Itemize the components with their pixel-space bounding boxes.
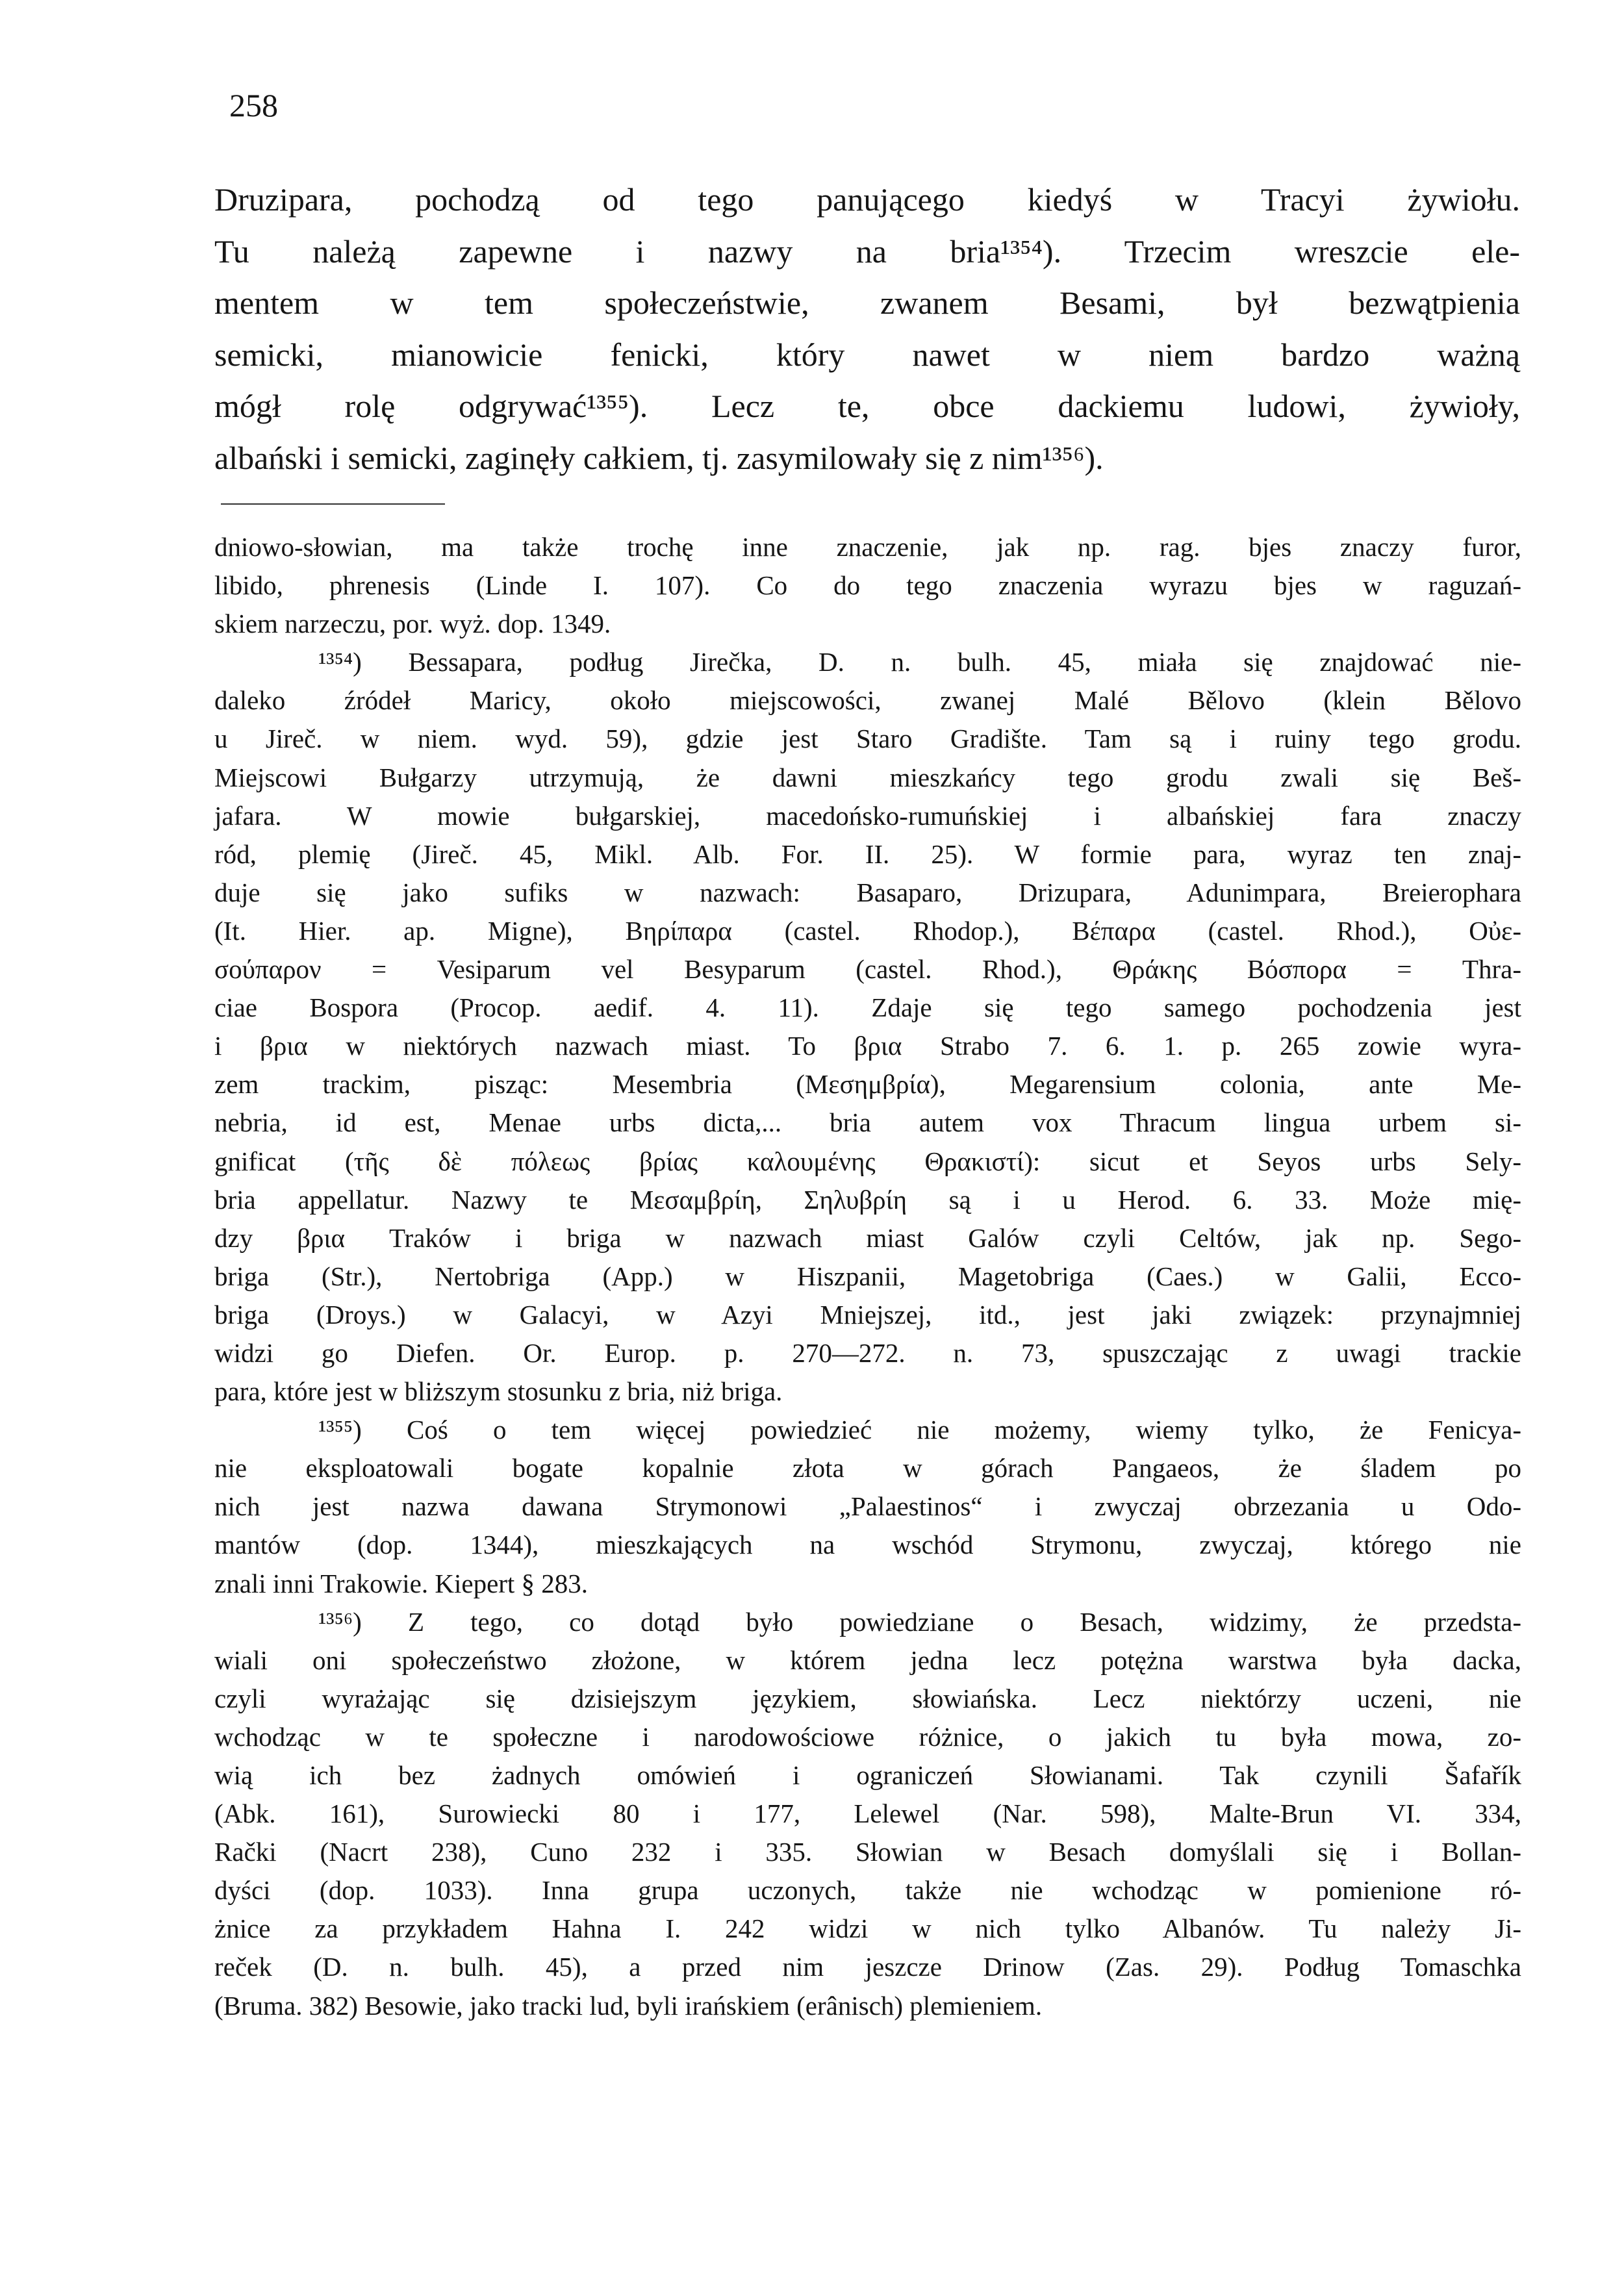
footnote-line: mantów (dop. 1344), mieszkających na wschód Strymonu, zwyczaj, którego nie: [214, 1530, 1521, 1560]
footnote-line: wchodząc w te społeczne i narodowościowe różnice, o jakich tu była mowa, zo-: [214, 1721, 1521, 1752]
footnote-line: u Jireč. w niem. wyd. 59), gdzie jest Staro Gradište. Tam są i ruiny tego grodu.: [214, 724, 1521, 754]
footnote-line: dyści (dop. 1033). Inna grupa uczonych, także nie wchodząc w pomienione ró-: [214, 1875, 1521, 1906]
footnote-line: gnificat (τῆς δὲ πόλεως βρίας καλουμένης Θρακιστί): sicut et Seyos urbs Sely-: [214, 1146, 1521, 1176]
footnote-line: jafara. W mowie bułgarskiej, macedońsko-rumuńskiej i albańskiej fara znaczy: [214, 800, 1521, 831]
body-line: Druzipara, pochodzą od tego panującego kiedyś w Tracyi żywiołu.: [214, 181, 1520, 218]
body-line: semicki, mianowicie fenicki, który nawet w niem bardzo ważną: [214, 336, 1520, 373]
footnote-line: bria appellatur. Nazwy te Μεσαμβρίη, Σηλυβρίη są i u Herod. 6. 33. Może mię-: [214, 1184, 1521, 1215]
footnote-line: σούπαρον = Vesiparum vel Besyparum (castel. Rhod.), Θράκης Βόσπορα = Thra-: [214, 954, 1521, 985]
footnote-line: reček (D. n. bulh. 45), a przed nim jeszcze Drinow (Zas. 29). Podług Tomaschka: [214, 1952, 1521, 1982]
body-line: Tu należą zapewne i nazwy na bria¹³⁵⁴). Trzecim wreszcie ele-: [214, 233, 1520, 270]
footnote-line: wią ich bez żadnych omówień i ograniczeń Słowianami. Tak czynili Šafařík: [214, 1760, 1521, 1790]
footnote-line: wiali oni społeczeństwo złożone, w którem jedna lecz potężna warstwa była dacka,: [214, 1645, 1521, 1675]
footnote-line: duje się jako sufiks w nazwach: Basaparo, Drizupara, Adunimpara, Breierophara: [214, 877, 1521, 907]
footnote-line: nich jest nazwa dawana Strymonowi „Palaestinos“ i zwyczaj obrzezania u Odo-: [214, 1491, 1521, 1522]
footnote-line: czyli wyrażając się dzisiejszym językiem, słowiańska. Lecz niektórzy uczeni, nie: [214, 1683, 1521, 1713]
footnotes-block: [214, 528, 1521, 2025]
footnote-line: i βρια w niektórych nazwach miast. To βρια Strabo 7. 6. 1. p. 265 zowie wyra-: [214, 1031, 1521, 1061]
footnote-line: para, które jest w bliższym stosunku z bria, niż briga.: [214, 1376, 783, 1407]
footnote-line: dniowo-słowian, ma także trochę inne znaczenie, jak np. rag. bjes znaczy furor,: [214, 532, 1521, 562]
footnote-line: libido, phrenesis (Linde I. 107). Co do tego znaczenia wyrazu bjes w raguzań-: [214, 570, 1521, 601]
footnote-line: (Abk. 161), Surowiecki 80 i 177, Lelewel (Nar. 598), Malte-Brun VI. 334,: [214, 1798, 1521, 1829]
footnote-line: ród, plemię (Jireč. 45, Mikl. Alb. For. II. 25). W formie para, wyraz ten znaj-: [214, 839, 1521, 869]
footnote-line: Miejscowi Bułgarzy utrzymują, że dawni mieszkańcy tego grodu zwali się Beš-: [214, 762, 1521, 792]
footnote-line: dzy βρια Traków i briga w nazwach miast Galów czyli Celtów, jak np. Sego-: [214, 1222, 1521, 1253]
footnote-line: nie eksploatowali bogate kopalnie złota w górach Pangaeos, że śladem po: [214, 1453, 1521, 1483]
footnote-line: widzi go Diefen. Or. Europ. p. 270—272. n. 73, spuszczając z uwagi trackie: [214, 1337, 1521, 1368]
body-line: albański i semicki, zaginęły całkiem, tj. zasymilowały się z nim¹³⁵⁶).: [214, 439, 1104, 476]
main-body-text: [214, 174, 1520, 484]
footnote-line: skiem narzeczu, por. wyż. dop. 1349.: [214, 609, 611, 639]
footnote-line: daleko źródeł Maricy, około miejscowości, zwanej Malé Bělovo (klein Bělovo: [214, 685, 1521, 716]
footnote-1355-start: ¹³⁵⁵) Coś o tem więcej powiedzieć nie możemy, wiemy tylko, że Fenicya-: [318, 1415, 1521, 1445]
footnote-line: ciae Bospora (Procop. aedif. 4. 11). Zdaje się tego samego pochodzenia jest: [214, 992, 1521, 1023]
footnote-1354-start: ¹³⁵⁴) Bessapara, podług Jirečka, D. n. bulh. 45, miała się znajdować nie-: [318, 647, 1521, 677]
footnote-separator: [221, 503, 445, 505]
footnote-line: (It. Hier. ap. Migne), Βηρίπαρα (castel. Rhodop.), Βέπαρα (castel. Rhod.), Οὐε-: [214, 915, 1521, 946]
footnote-line: nebria, id est, Menae urbs dicta,... bria autem vox Thracum lingua urbem si-: [214, 1107, 1521, 1138]
page-number: 258: [229, 87, 278, 123]
footnote-line: żnice za przykładem Hahna I. 242 widzi w nich tylko Albanów. Tu należy Ji-: [214, 1913, 1521, 1944]
footnote-line: briga (Str.), Nertobriga (App.) w Hiszpanii, Magetobriga (Caes.) w Galii, Ecco-: [214, 1261, 1521, 1291]
footnote-1356-start: ¹³⁵⁶) Z tego, co dotąd było powiedziane o Besach, widzimy, że przedsta-: [318, 1606, 1521, 1637]
footnote-line: zem trackim, pisząc: Mesembria (Μεσημβρία), Megarensium colonia, ante Me-: [214, 1069, 1521, 1100]
footnote-line: briga (Droys.) w Galacyi, w Azyi Mniejszej, itd., jest jaki związek: przynajmniej: [214, 1299, 1521, 1330]
body-line: mentem w tem społeczeństwie, zwanem Besami, był bezwątpienia: [214, 284, 1520, 321]
body-line: mógł rolę odgrywać¹³⁵⁵). Lecz te, obce dackiemu ludowi, żywioły,: [214, 388, 1520, 424]
footnote-line: (Bruma. 382) Besowie, jako tracki lud, byli irańskiem (erânisch) plemieniem.: [214, 1990, 1043, 2021]
footnote-line: znali inni Trakowie. Kiepert § 283.: [214, 1568, 589, 1598]
footnote-line: Rački (Nacrt 238), Cuno 232 i 335. Słowian w Besach domyślali się i Bollan-: [214, 1837, 1521, 1867]
